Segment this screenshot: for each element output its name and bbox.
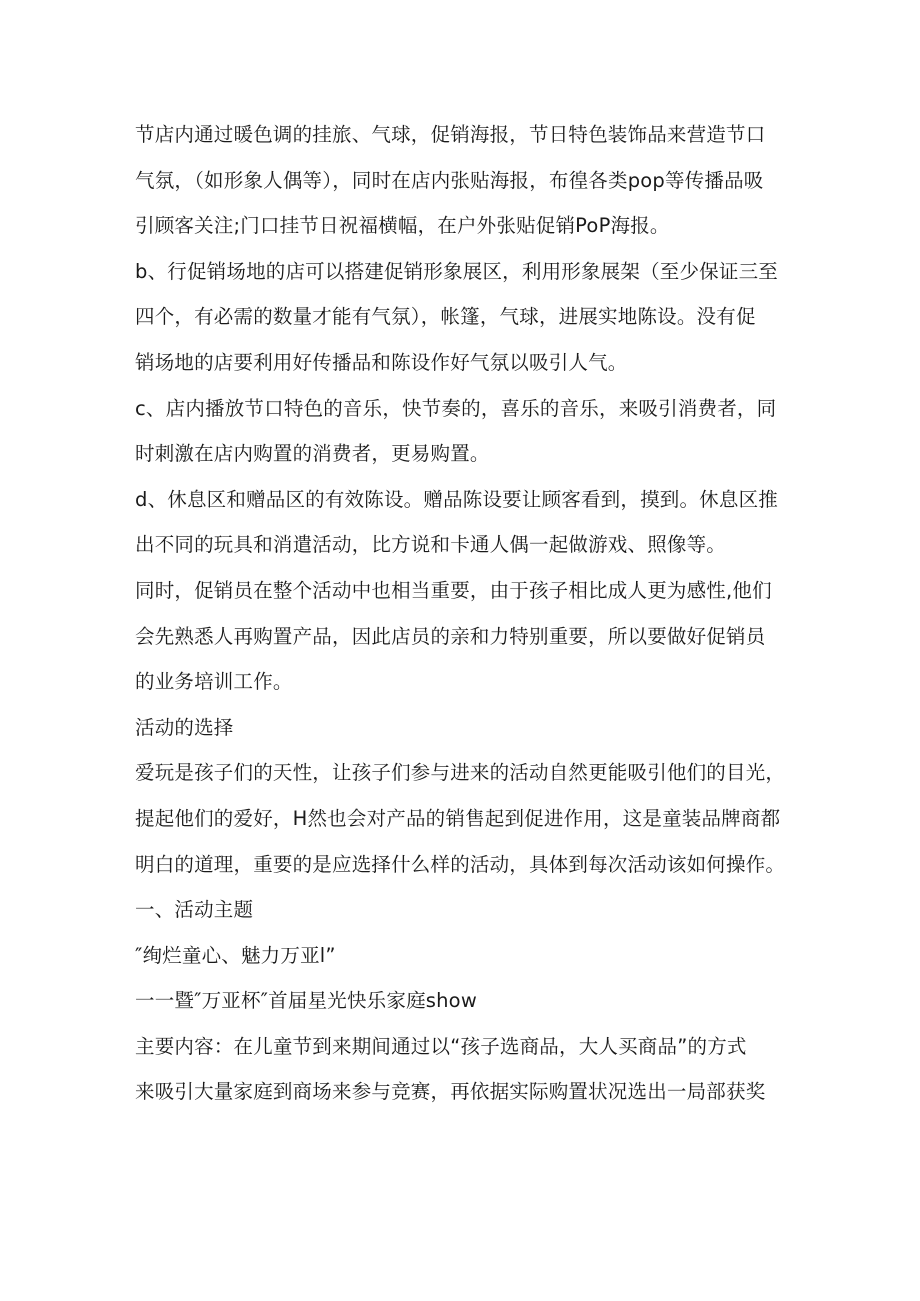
text-line: 气氛，（如形象人偶等），同时在店内张贴海报，布徨各类pop等传播品吸 bbox=[135, 168, 764, 192]
text-line: 引顾客关注;门口挂节日祝福横幅，在户外张贴促销PoP海报。 bbox=[135, 214, 670, 238]
text-line: 主要内容：在儿童节到来期间通过以“孩子选商品，大人买商品”的方式 bbox=[135, 1034, 747, 1058]
activity-title: ″绚烂童心、魅力万亚l” bbox=[135, 943, 336, 967]
activity-subtitle: 一一暨″万亚杯″首届星光快乐家庭show bbox=[135, 989, 477, 1013]
text-line: 会先熟悉人再购置产品，因此店员的亲和力特别重要，所以要做好促销员 bbox=[135, 624, 766, 648]
text-line: 明白的道理，重要的是应选择什么样的活动，具体到每次活动该如何操作。 bbox=[135, 852, 786, 876]
text-line: 提起他们的爱好，H然也会对产品的销售起到促进作用，这是童装品牌商都 bbox=[135, 806, 781, 830]
text-line: 来吸引大量家庭到商场来参与竞赛，再依据实际购置状况选出一局部获奖 bbox=[135, 1080, 766, 1104]
text-line: 销场地的店要利用好传播品和陈设作好气氛以吸引人气。 bbox=[135, 350, 628, 374]
text-line: 爱玩是孩子们的天性，让孩子们参与进来的活动自然更能吸引他们的目光， bbox=[135, 761, 786, 785]
text-line: b、行促销场地的店可以搭建促销形象展区，利用形象展架（至少保证三至 bbox=[135, 259, 778, 283]
text-line: 时刺激在店内购置的消费者，更易购置。 bbox=[135, 442, 490, 466]
section-heading: 活动的选择 bbox=[135, 715, 234, 739]
text-line: 四个，有必需的数量才能有气氛），帐篷，气球，进展实地陈设。没有促 bbox=[135, 305, 756, 329]
text-line: c、店内播放节口特色的音乐，快节奏的，喜乐的音乐，来吸引消费者，同 bbox=[135, 396, 777, 420]
text-line: 同时，促销员在整个活动中也相当重要，由于孩子相比成人更为感性,他们 bbox=[135, 578, 772, 602]
text-line: d、休息区和赠品区的有效陈设。赠品陈设要让顾客看到，摸到。休息区推 bbox=[135, 487, 778, 511]
text-line: 出不同的玩具和消遣活动，比方说和卡通人偶一起做游戏、照像等。 bbox=[135, 533, 727, 557]
text-line: 的业务培训工作。 bbox=[135, 670, 293, 694]
document-body bbox=[135, 112, 795, 1115]
text-line: 节店内通过暖色调的挂旅、气球，促销海报，节日特色装饰品来营造节口 bbox=[135, 123, 766, 146]
section-heading: 一、活动主题 bbox=[135, 898, 254, 922]
